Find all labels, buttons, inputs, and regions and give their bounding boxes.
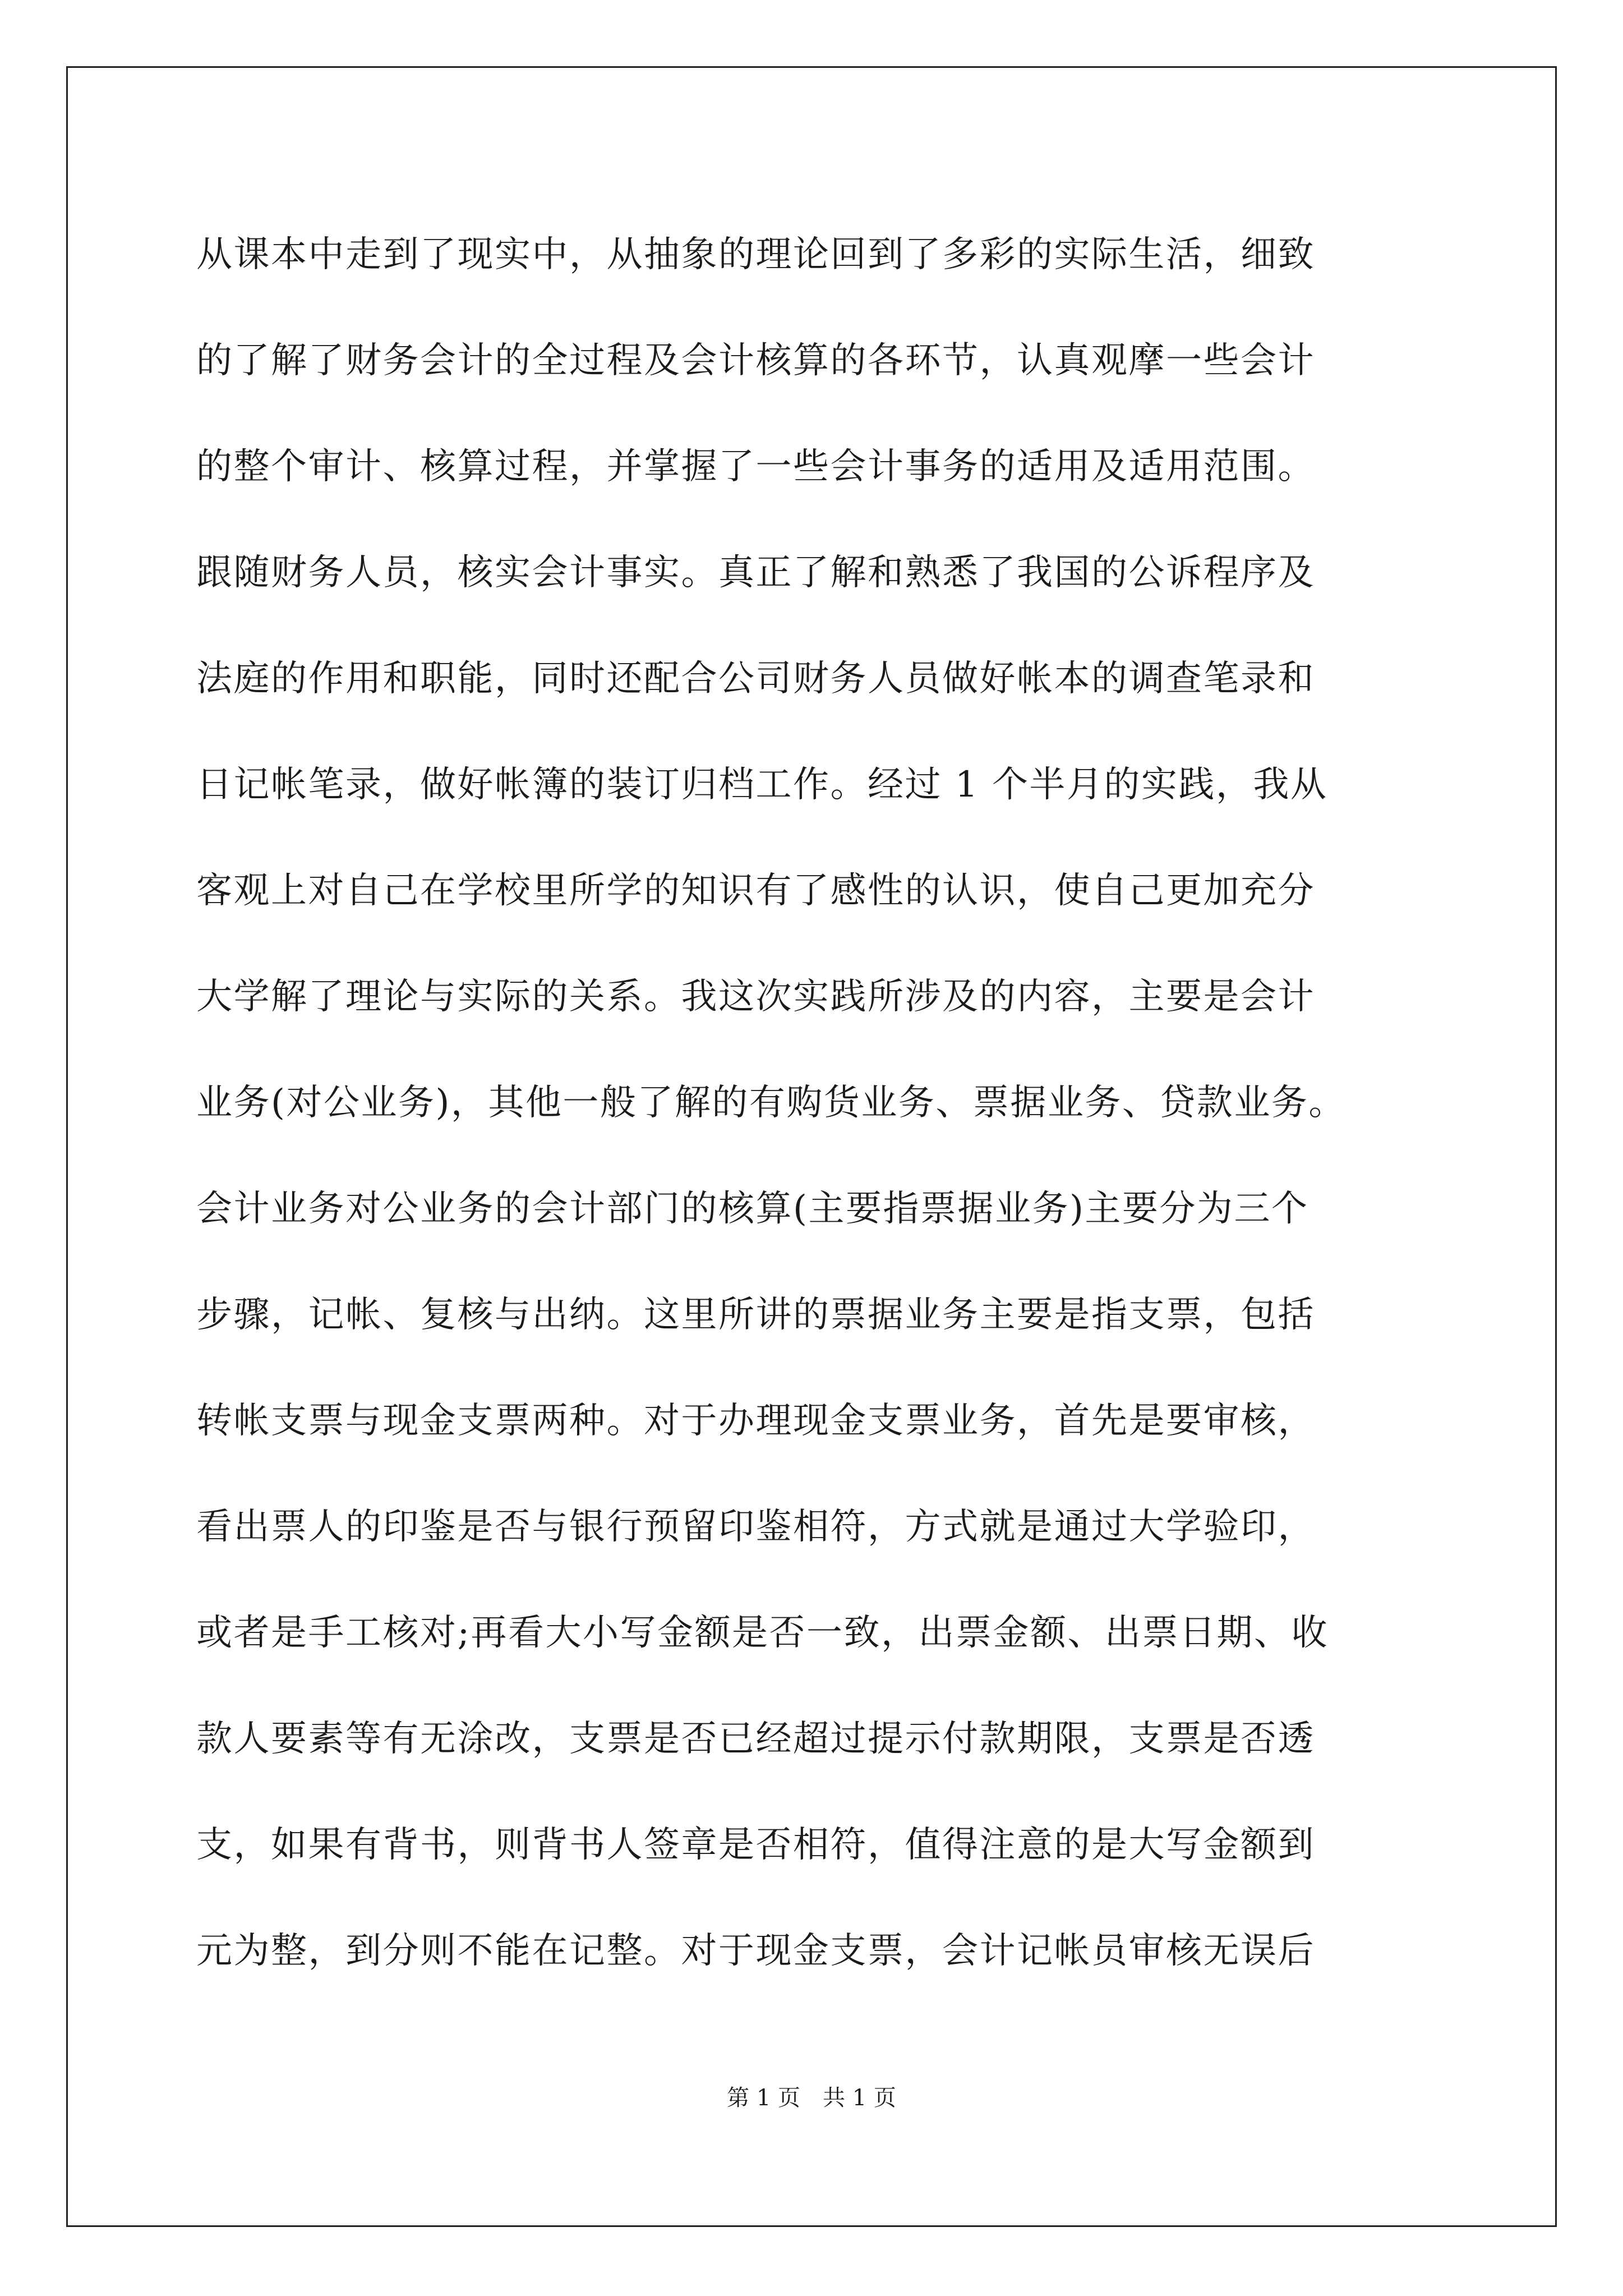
text-line: 看出票人的印鉴是否与银行预留印鉴相符，方式就是通过大学验印， — [196, 1506, 1315, 1548]
text-line: 会计业务对公业务的会计部门的核算(主要指票据业务)主要分为三个 — [196, 1188, 1309, 1230]
text-line: 的了解了财务会计的全过程及会计核算的各环节，认真观摩一些会计 — [196, 340, 1315, 381]
text-line: 业务(对公业务)，其他一般了解的有购货业务、票据业务、贷款业务。 — [196, 1082, 1346, 1124]
document-body — [196, 202, 1447, 2004]
text-line: 法庭的作用和职能，同时还配合公司财务人员做好帐本的调查笔录和 — [196, 658, 1315, 700]
text-line: 跟随财务人员，核实会计事实。真正了解和熟悉了我国的公诉程序及 — [196, 552, 1315, 593]
text-line: 元为整，到分则不能在记整。对于现金支票，会计记帐员审核无误后 — [196, 1930, 1315, 1972]
page-footer — [0, 2084, 1623, 2112]
text-line: 的整个审计、核算过程，并掌握了一些会计事务的适用及适用范围。 — [196, 446, 1315, 487]
text-line: 款人要素等有无涂改，支票是否已经超过提示付款期限，支票是否透 — [196, 1718, 1315, 1760]
text-line: 客观上对自己在学校里所学的知识有了感性的认识，使自己更加充分 — [196, 870, 1315, 912]
text-line: 支，如果有背书，则背书人签章是否相符，值得注意的是大写金额到 — [196, 1824, 1315, 1866]
text-line: 日记帐笔录，做好帐簿的装订归档工作。经过 1 个半月的实践，我从 — [196, 764, 1328, 806]
text-line: 从课本中走到了现实中，从抽象的理论回到了多彩的实际生活，细致 — [196, 234, 1315, 275]
text-line: 大学解了理论与实际的关系。我这次实践所涉及的内容，主要是会计 — [196, 976, 1315, 1018]
text-line: 转帐支票与现金支票两种。对于办理现金支票业务，首先是要审核， — [196, 1400, 1315, 1442]
text-line: 步骤，记帐、复核与出纳。这里所讲的票据业务主要是指支票，包括 — [196, 1294, 1315, 1336]
text-line: 或者是手工核对;再看大小写金额是否一致，出票金额、出票日期、收 — [196, 1612, 1329, 1654]
page-number: 第 1 页 — [727, 2085, 800, 2111]
page-total: 共 1 页 — [823, 2085, 896, 2111]
